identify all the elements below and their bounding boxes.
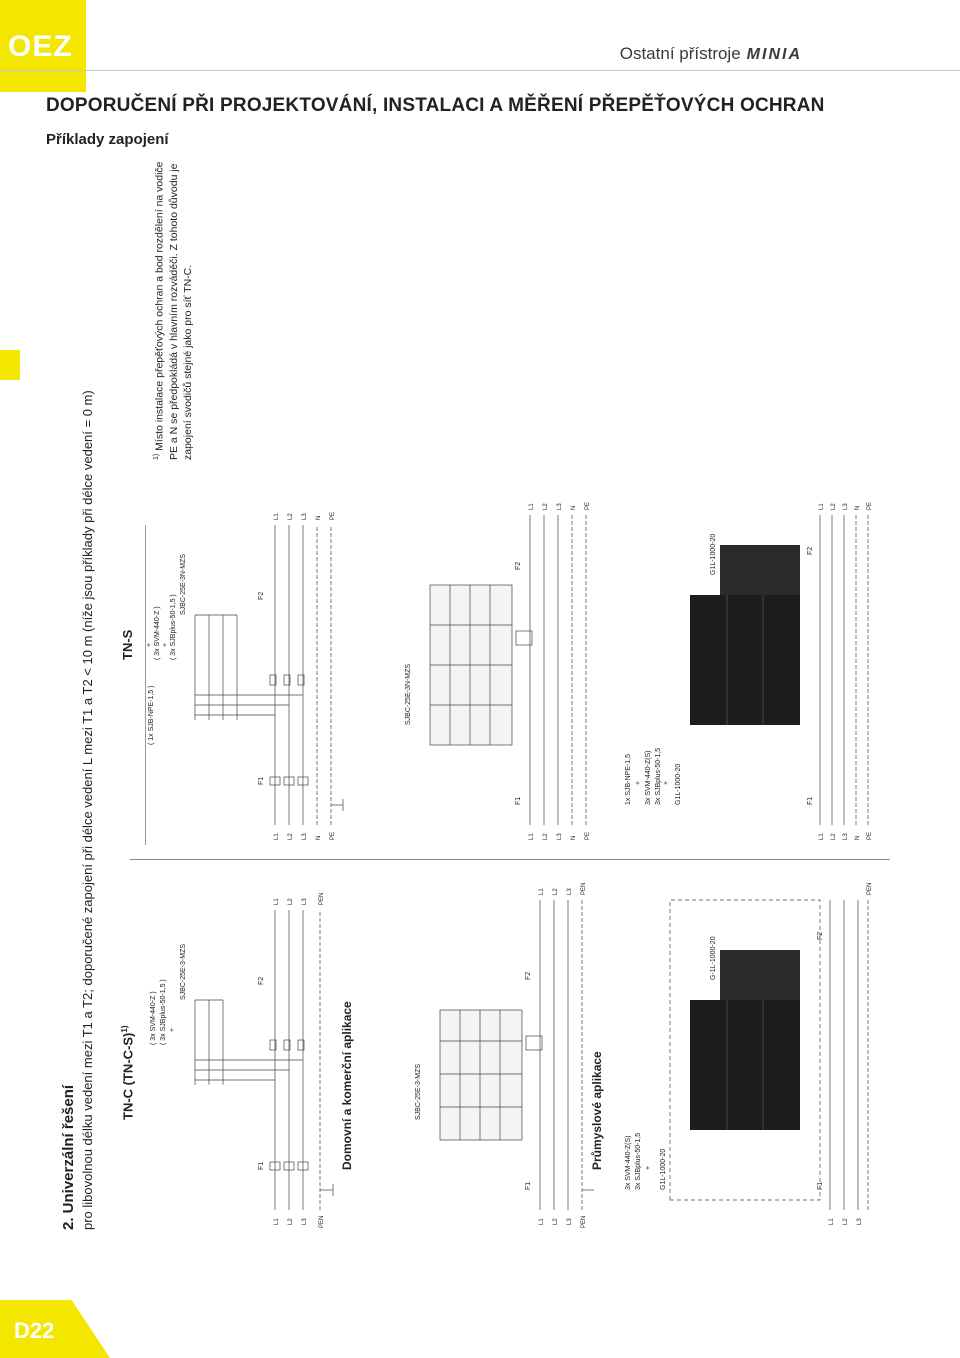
svg-text:L3: L3 — [857, 1218, 863, 1225]
diagram-tns-industrial — [610, 485, 880, 845]
svg-text:F2: F2 — [515, 561, 522, 570]
svg-text:PEN: PEN — [581, 882, 587, 895]
svg-text:L2: L2 — [831, 833, 837, 840]
svg-text:PE: PE — [867, 831, 873, 840]
header-section — [620, 44, 802, 64]
svg-text:PE: PE — [330, 831, 336, 840]
svg-text:( 1x SJB-NPE-1,5 ): ( 1x SJB-NPE-1,5 ) — [148, 685, 155, 745]
diagram-tns-domestic — [350, 485, 595, 845]
svg-text:( 3x SJBplus-50-1,5 ): ( 3x SJBplus-50-1,5 ) — [170, 594, 177, 660]
tnc-schematic-line2: ( 3x SVM-440-Z ) — [150, 991, 157, 1045]
page-number: D22 — [14, 1318, 55, 1343]
svg-text:L1: L1 — [539, 888, 545, 895]
brand-logo-box — [0, 0, 86, 92]
column-heading-tnc: TN-C $(TN-C-S)^{1)}$ — [120, 1025, 136, 1120]
section-description: pro libovolnou délku vedení mezi T1 a T2; doporučené zapojení při délce vedení L mezi T1 a T2 < 10 m (níže jsou příklady při délce vedení = 0 m) — [80, 390, 95, 1230]
svg-text:SJBC-25E-3N-MZS: SJBC-25E-3N-MZS — [405, 663, 412, 725]
side-marker — [0, 350, 20, 380]
section-heading: 2. Univerzální řešení — [60, 1084, 77, 1230]
svg-text:L2: L2 — [288, 513, 294, 520]
svg-text:L1: L1 — [819, 503, 825, 510]
svg-text:L3: L3 — [843, 503, 849, 510]
svg-text:L2: L2 — [288, 1218, 294, 1225]
row-heading-domestic: Domovní a komerční aplikace — [340, 1001, 354, 1170]
svg-text:F1: F1 — [807, 796, 814, 805]
svg-text:L2: L2 — [553, 1218, 559, 1225]
svg-text:F1: F1 — [515, 796, 522, 805]
svg-text:3x SJBplus-50-1,5: 3x SJBplus-50-1,5 — [655, 747, 662, 805]
tns-schematic-type: SJBC-25E-3N-MZS — [180, 553, 187, 615]
page-subtitle: Příklady zapojení — [46, 131, 169, 148]
svg-text:3x SVM-440-Z(S): 3x SVM-440-Z(S) — [645, 750, 652, 805]
svg-text:PE: PE — [585, 501, 591, 510]
svg-text:L1: L1 — [274, 1218, 280, 1225]
svg-text:L2: L2 — [288, 898, 294, 905]
svg-text:F2: F2 — [258, 976, 265, 985]
svg-text:L1: L1 — [539, 1218, 545, 1225]
diagram-tnc-industrial — [610, 860, 873, 1230]
svg-text:L2: L2 — [843, 1218, 849, 1225]
svg-text:1x SJB-NPE-1,5: 1x SJB-NPE-1,5 — [625, 754, 632, 805]
svg-text:L1: L1 — [829, 1218, 835, 1225]
svg-text:L2: L2 — [831, 503, 837, 510]
svg-text:L1: L1 — [529, 833, 535, 840]
tnc-schematic-line1: ( 3x SJBplus-50-1,5 ) — [160, 979, 167, 1045]
svg-text:F1: F1 — [525, 1181, 532, 1190]
svg-text:L2: L2 — [288, 833, 294, 840]
svg-text:L1: L1 — [274, 833, 280, 840]
svg-text:PE: PE — [585, 831, 591, 840]
svg-text:+: + — [645, 1165, 652, 1170]
svg-text:F2: F2 — [258, 591, 265, 600]
tnc-schematic-type: SJBC-25E-3-MZS — [180, 943, 187, 1000]
svg-text:N: N — [855, 835, 861, 840]
svg-text:G1L-1000-20: G1L-1000-20 — [660, 1148, 667, 1190]
product-brand: MINIA — [746, 46, 802, 63]
svg-text:PEN: PEN — [319, 1215, 325, 1228]
svg-text:F2: F2 — [807, 546, 814, 555]
svg-text:L3: L3 — [302, 898, 308, 905]
diagram-tnc-schematic — [145, 850, 335, 1230]
svg-text:L1: L1 — [274, 513, 280, 520]
svg-text:3x SVM-440-Z(S): 3x SVM-440-Z(S) — [625, 1135, 632, 1190]
svg-text:L3: L3 — [302, 833, 308, 840]
svg-text:PEN: PEN — [867, 882, 873, 895]
diagram-tnc-domestic — [360, 860, 585, 1230]
svg-text:+: + — [663, 780, 670, 785]
svg-text:+: + — [162, 642, 169, 647]
svg-text:+: + — [169, 1027, 176, 1032]
svg-text:F1: F1 — [258, 1161, 265, 1170]
svg-text:L3: L3 — [843, 833, 849, 840]
svg-text:L3: L3 — [302, 513, 308, 520]
svg-text:G-1L-1000-20: G-1L-1000-20 — [710, 936, 717, 980]
svg-text:G1L-1000-20: G1L-1000-20 — [710, 533, 717, 575]
svg-text:F1: F1 — [817, 1181, 824, 1190]
svg-text:3x SJBplus-50-1,5: 3x SJBplus-50-1,5 — [635, 1132, 642, 1190]
column-heading-tns: TN-S — [120, 629, 135, 660]
svg-text:F2: F2 — [817, 931, 824, 940]
svg-text:L3: L3 — [557, 833, 563, 840]
svg-text:N: N — [855, 505, 861, 510]
svg-text:SJBC-25E-3-MZS: SJBC-25E-3-MZS — [415, 1063, 422, 1120]
svg-text:+: + — [635, 780, 642, 785]
svg-text:PEN: PEN — [581, 1215, 587, 1228]
section-name: Ostatní přístroje — [619, 44, 741, 63]
svg-text:PE: PE — [867, 501, 873, 510]
svg-text:N: N — [316, 515, 322, 520]
svg-text:( 3x SVM-440-Z ): ( 3x SVM-440-Z ) — [154, 606, 161, 660]
row-heading-industrial: Průmyslové aplikace — [590, 1051, 604, 1170]
svg-text:PEN: PEN — [319, 892, 325, 905]
svg-text:L3: L3 — [557, 503, 563, 510]
svg-text:L3: L3 — [567, 1218, 573, 1225]
page-title: DOPORUČENÍ PŘI PROJEKTOVÁNÍ, INSTALACI A MĚŘENÍ PŘEPĚŤOVÝCH OCHRAN — [46, 95, 825, 116]
svg-text:N: N — [571, 505, 577, 510]
svg-text:L3: L3 — [567, 888, 573, 895]
footnote: $^{1)}$ Místo instalace přepěťových ochran a bod rozdělení na vodiče PE a N se předpokládá v hlavním rozváděči. Z tohoto důvodu je zapojení svodičů stejné jako pro síť TN-C. — [153, 161, 194, 460]
svg-text:L3: L3 — [302, 1218, 308, 1225]
svg-text:PE: PE — [330, 511, 336, 520]
brand-logo: OEZ — [8, 30, 73, 63]
svg-text:N: N — [316, 835, 322, 840]
svg-text:L2: L2 — [553, 888, 559, 895]
header-rule — [0, 70, 960, 71]
svg-text:G1L-1000-20: G1L-1000-20 — [675, 763, 682, 805]
svg-text:F2: F2 — [525, 971, 532, 980]
svg-text:L2: L2 — [543, 833, 549, 840]
diagram-tns-schematic — [145, 485, 345, 845]
svg-text:L1: L1 — [529, 503, 535, 510]
svg-text:+: + — [146, 642, 153, 647]
svg-text:N: N — [571, 835, 577, 840]
svg-text:L1: L1 — [819, 833, 825, 840]
svg-text:L1: L1 — [274, 898, 280, 905]
svg-text:L2: L2 — [543, 503, 549, 510]
rotated-content — [50, 161, 890, 1340]
svg-text:F1: F1 — [258, 776, 265, 785]
